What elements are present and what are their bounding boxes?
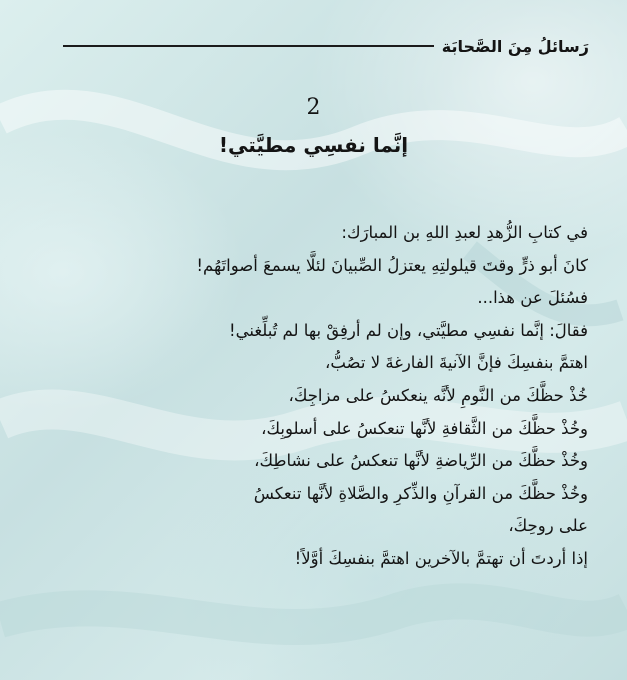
- body-text: [60, 217, 588, 576]
- text-line: فسُئلَ عن هذا...: [477, 288, 588, 308]
- chapter-number: 2: [306, 95, 321, 120]
- text-line: في كتابِ الزُّهدِ لعبدِ اللهِ بن المبارَك:: [341, 223, 588, 242]
- text-line: على روحِكَ،: [508, 516, 588, 536]
- text-line: وخُذْ حظَّكَ من الرِّياضةِ لأنَّها تنعكسُ على نشاطِكَ،: [254, 451, 588, 471]
- header-rule: [63, 45, 434, 47]
- running-header: [63, 33, 589, 59]
- text-line: إذا أردتَ أن تهتمَّ بالآخرين اهتمَّ بنفسِكَ أوَّلاً!: [294, 548, 588, 568]
- running-title: رَسائلُ مِنَ الصَّحابَة: [441, 36, 589, 56]
- chapter-title: إنَّما نفسِي مطيَّتي!: [218, 133, 409, 157]
- text-line: وخُذْ حظَّكَ من الثَّقافةِ لأنَّها تنعكسُ على أسلوبِكَ،: [261, 418, 588, 438]
- text-line: وخُذْ حظَّكَ من القرآنِ والذِّكرِ والصَّلاةِ لأنَّها تنعكسُ: [253, 483, 588, 503]
- text-line: كانَ أبو ذرٍّ وقتَ قيلولتِهِ يعتزلُ الصِّبيانَ لئلَّا يسمعَ أصواتَهُم!: [196, 255, 588, 275]
- text-line: خُذْ حظَّكَ من النَّومِ لأنَّه ينعكسُ على مزاجِكَ،: [288, 385, 588, 405]
- text-line: اهتمَّ بنفسِكَ فإنَّ الآنيةَ الفارغةَ لا تصُبُّ،: [325, 353, 588, 373]
- text-line: فقالَ: إنَّما نفسِي مطيَّتي، وإن لم أرفِقْ بها لم تُبلِّغني!: [228, 320, 588, 340]
